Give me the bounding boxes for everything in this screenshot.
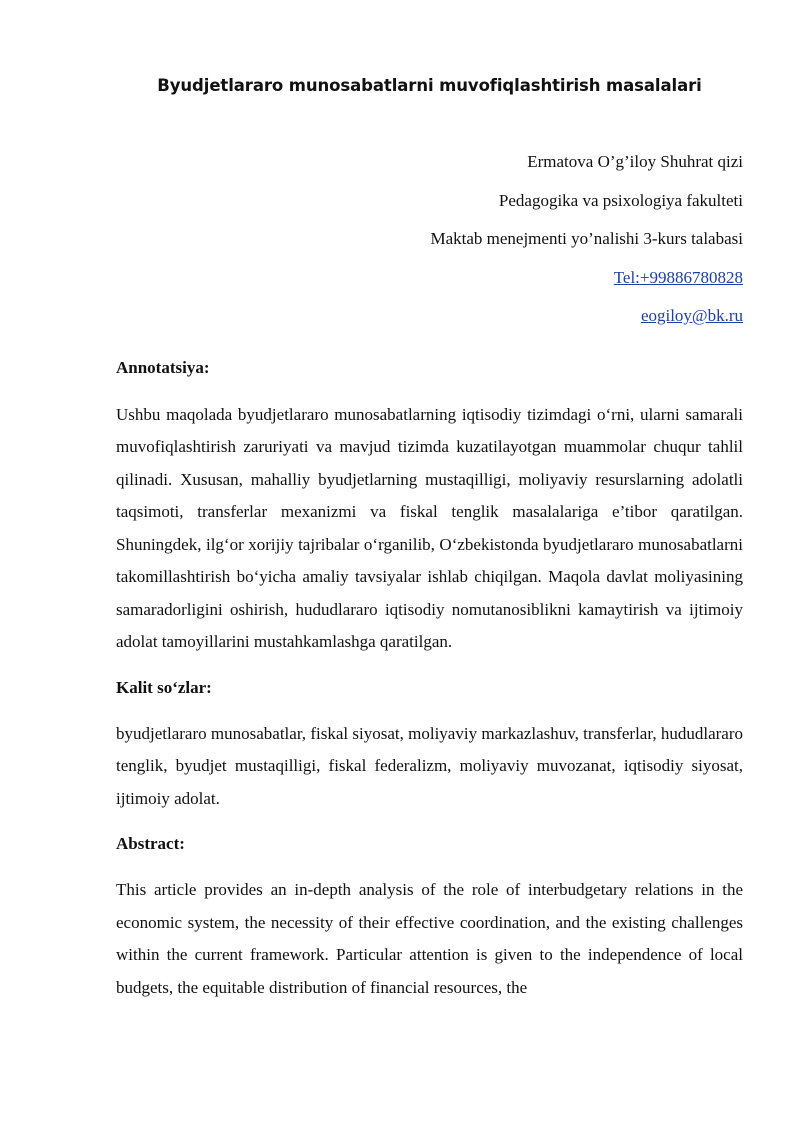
author-faculty: Pedagogika va psixologiya fakulteti	[498, 190, 743, 210]
paper-page	[116, 72, 743, 1004]
author-email-line	[116, 304, 743, 343]
author-program: Maktab menejmenti yo’nalishi 3-kurs talabasi	[430, 229, 743, 248]
abstract-text: This article provides an in-depth analysis of the role of interbudgetary relations in the economic system, the necessity of their effective coordination, and the existing challenges within the current framework. Particular attention is given to the independence of local budgets, the equitable distribution of financial resources, the	[116, 880, 743, 997]
paper-title: Byudjetlararo munosabatlarni muvofiqlashtirish masalalari	[157, 76, 702, 95]
author-phone-line	[116, 266, 743, 305]
abstract-heading: Abstract:	[116, 834, 185, 853]
annotation-heading: Annotatsiya:	[116, 357, 210, 377]
keywords-text: byudjetlararo munosabatlar, fiskal siyosat, moliyaviy markazlashuv, transferlar, hududlararo tenglik, byudjet mustaqilligi, fiskal federalizm, moliyaviy muvozanat, iqtisodiy siyosat, ijtimoiy adolat.	[116, 723, 743, 808]
annotation-text: Ushbu maqolada byudjetlararo munosabatlarning iqtisodiy tizimdagi o‘rni, ularni samarali muvofiqlashtirish zaruriyati va mavjud tizimda kuzatilayotgan muammolar chuqur tahlil qilinadi. Xususan, mahalliy byudjetlarning mustaqilligi, moliyaviy resurslarning adolatli taqsimoti, transferlar mexanizmi va fiskal tenglik masalalariga e’tibor qaratilgan. Shuningdek, ilg‘or xorijiy tajribalar o‘rganilib, O‘zbekistonda byudjetlararo munosabatlarni takomillashtirish bo‘yicha amaliy tavsiyalar ishlab chiqilgan. Maqola davlat moliyasining samaradorligini oshirish, hududlararo iqtisodiy nomutanosiblikni kamaytirish va ijtimoiy adolat tamoyillarini mustahkamlashga qaratilgan.	[116, 404, 743, 651]
author-block	[116, 150, 743, 343]
author-name: Ermatova O’g’iloy Shuhrat qizi	[527, 152, 743, 171]
keywords-heading: Kalit so‘zlar:	[116, 677, 212, 697]
author-phone-link[interactable]: Tel:+99886780828	[613, 267, 743, 287]
author-email-link[interactable]: eogiloy@bk.ru	[640, 306, 743, 325]
